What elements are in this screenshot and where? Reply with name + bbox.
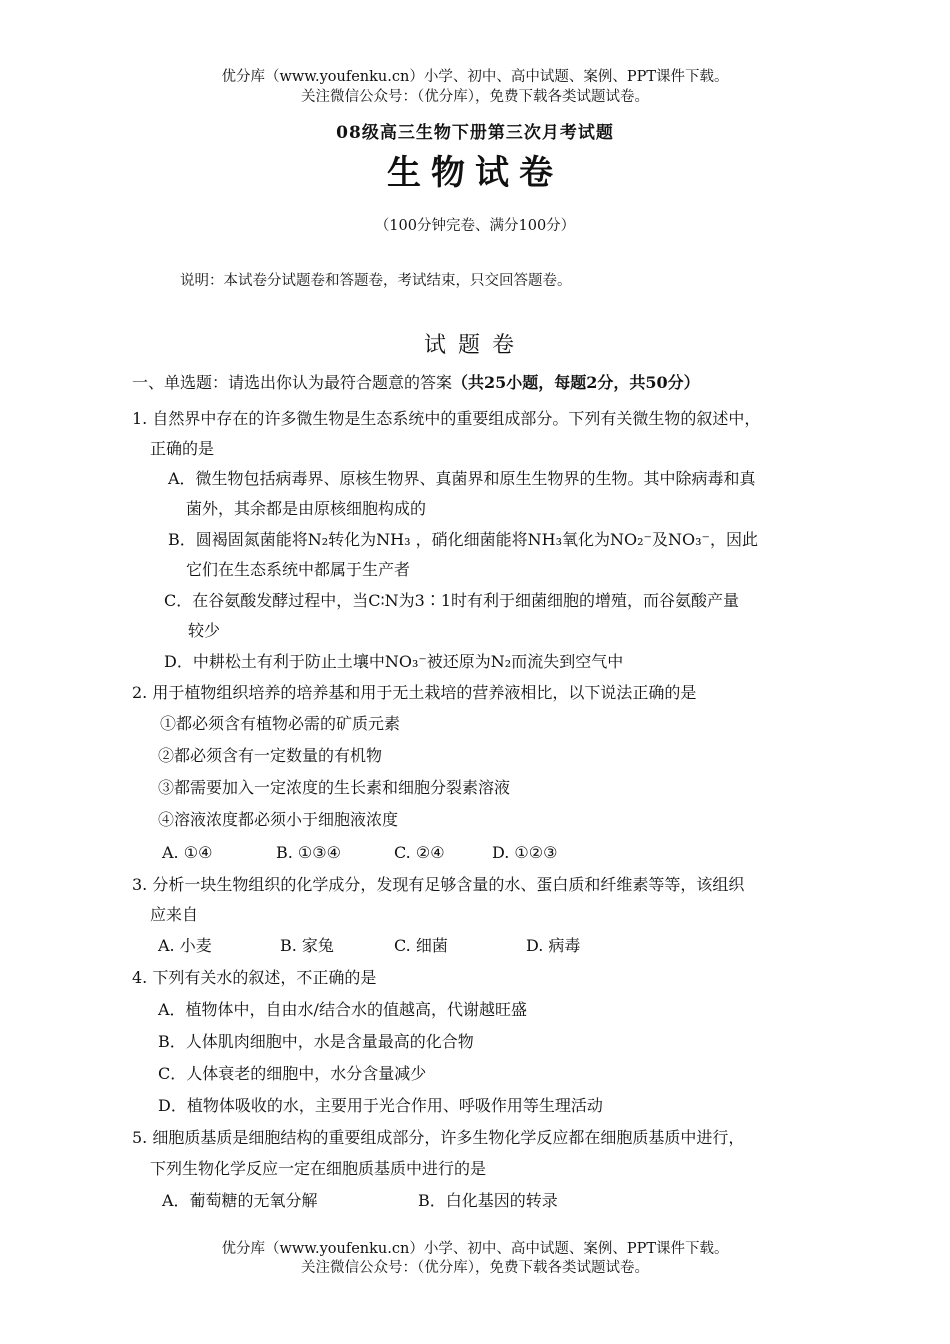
question-5-option-b: B．白化基因的转录 [418,1191,558,1210]
question-2-stem: 2. 用于植物组织培养的培养基和用于无土栽培的营养液相比，以下说法正确的是 [132,683,697,702]
header-line-1: 优分库（www.youfenku.cn）小学、初中、高中试题、案例、PPT课件下载。 [221,69,729,85]
question-4-option-b: B．人体肌肉细胞中，水是含量最高的化合物 [158,1032,474,1051]
header-line-2: 关注微信公众号：（优分库），免费下载各类试题试卷。 [301,89,649,105]
question-3-stem: 3. 分析一块生物组织的化学成分，发现有足够含量的水、蛋白质和纤维素等等，该组织 [132,875,745,894]
question-5-stem-cont: 下列生物化学反应一定在细胞质基质中进行的是 [150,1159,487,1178]
exam-title: 08级高三生物下册第三次月考试题 [336,123,614,143]
question-1-option-b-cont: 它们在生态系统中都属于生产者 [186,560,411,579]
question-5-stem: 5. 细胞质基质是细胞结构的重要组成部分，许多生物化学反应都在细胞质基质中进行， [132,1128,745,1147]
question-1-option-c-cont: 较少 [188,621,221,640]
question-3-option-c: C. 细菌 [394,936,448,955]
footer-line-1: 优分库（www.youfenku.cn）小学、初中、高中试题、案例、PPT课件下载。 [221,1241,729,1257]
question-4-stem: 4. 下列有关水的叙述，不正确的是 [132,968,377,987]
question-4-option-d: D．植物体吸收的水，主要用于光合作用、呼吸作用等生理活动 [158,1096,603,1115]
section-title: 试题卷 [423,333,526,358]
question-3-stem-cont: 应来自 [150,905,199,924]
question-2-option-a: A. ①④ [162,843,213,862]
question-1-stem-cont: 正确的是 [150,439,215,458]
question-2-statement-1: ①都必须含有植物必需的矿质元素 [160,714,401,733]
question-1-option-d: D．中耕松土有利于防止土壤中NO₃⁻被还原为N₂而流失到空气中 [164,652,624,671]
question-1-option-b: B．圆褐固氮菌能将N₂转化为NH₃ ，硝化细菌能将NH₃氧化为NO₂⁻及NO₃⁻，因此 [168,530,758,549]
question-5-option-a: A．葡萄糖的无氧分解 [162,1191,318,1210]
question-2-option-c: C. ②④ [394,843,445,862]
question-1-option-c: C．在谷氨酸发酵过程中，当C∶N为3∶1时有利于细菌细胞的增殖，而谷氨酸产量 [164,591,740,610]
question-4-option-a: A．植物体中，自由水/结合水的值越高，代谢越旺盛 [158,1000,527,1019]
main-title: 生物试卷 [387,153,563,193]
exam-note: 说明：本试卷分试题卷和答题卷，考试结束，只交回答题卷。 [180,273,572,289]
question-3-option-a: A. 小麦 [158,936,212,955]
part-one-detail: （共25小题，每题2分，共50分） [452,373,700,392]
question-1-option-a: A．微生物包括病毒界、原核生物界、真菌界和原生生物界的生物。其中除病毒和真 [168,469,756,488]
question-4-option-c: C．人体衰老的细胞中，水分含量减少 [158,1064,427,1083]
question-3-option-b: B. 家兔 [280,936,334,955]
question-2-option-b: B. ①③④ [276,843,341,862]
question-1-stem: 1. 自然界中存在的许多微生物是生态系统中的重要组成部分。下列有关微生物的叙述中， [132,409,761,428]
question-2-statement-4: ④溶液浓度都必须小于细胞液浓度 [158,810,399,829]
question-2-statement-2: ②都必须含有一定数量的有机物 [158,746,383,765]
question-2-statement-3: ③都需要加入一定浓度的生长素和细胞分裂素溶液 [158,778,511,797]
part-one-label: 一、单选题：请选出你认为最符合题意的答案 [132,373,453,392]
question-1-option-a-cont: 菌外，其余都是由原核细胞构成的 [186,499,427,518]
question-3-option-d: D. 病毒 [526,936,581,955]
exam-subtitle: （100分钟完卷、满分100分） [374,218,576,234]
question-2-option-d: D. ①②③ [492,843,558,862]
footer-line-2: 关注微信公众号：（优分库），免费下载各类试题试卷。 [301,1260,649,1276]
part-one-heading [132,372,700,394]
